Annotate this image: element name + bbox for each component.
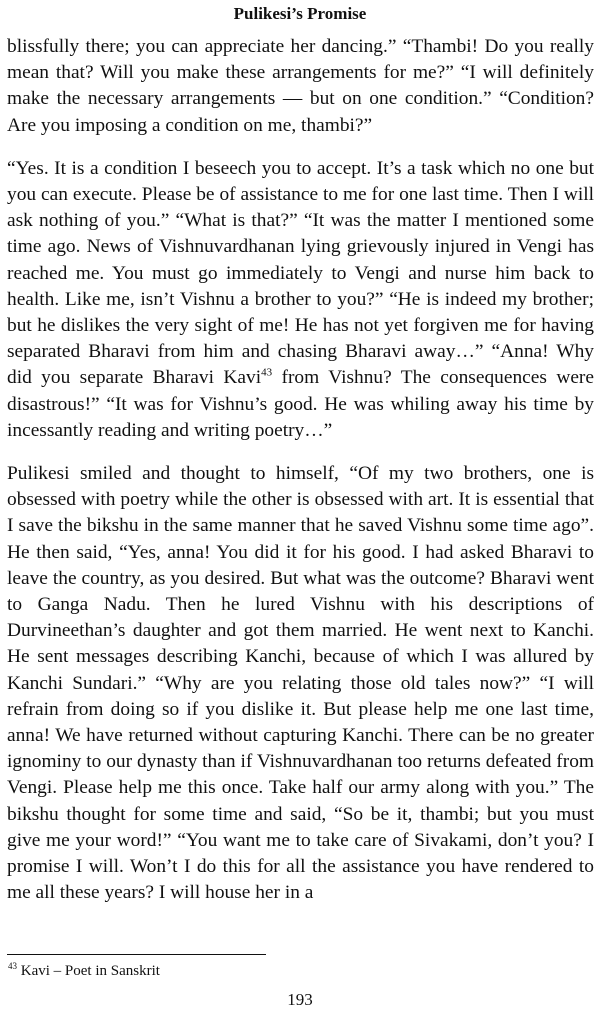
paragraph-2-text-after: from Vishnu? The consequences were disastrous!” “It was for Vishnu’s good. He was whiling away his time by incessantly reading and writing poetry…” xyxy=(7,367,594,441)
paragraph-2-text-before: “Yes. It is a condition I beseech you to accept. It’s a task which no one but you can execute. Please be of assistance to me for one last time. Then I will ask nothing of you.” “What is that?” “It was the matter I mentioned some time ago. News of Vishnuvardhanan lying grievously injured in Vengi has reached me. You must go immediately to Vengi and nurse him back to health. Like me, isn’t Vishnu a brother to you?” “He is indeed my brother; but he dislikes the very sight of me! He has not yet forgiven me for having separated Bharavi from him and chasing Bharavi away…” “Anna! Why did you separate Bharavi Kavi xyxy=(7,157,594,389)
paragraph-3: Pulikesi smiled and thought to himself, “Of my two brothers, one is obsessed with poetry while the other is obsessed with art. It is essential that I save the bikshu in the same manner that he saved Vishnu some time ago”. He then said, “Yes, anna! You did it for his good. I had asked Bharavi to leave the country, as you desired. But what was the outcome? Bharavi went to Ganga Nadu. Then he lured Vishnu with his descriptions of Durvineethan’s daughter and got them married. He went next to Kanchi. He sent messages describing Kanchi, because of which I was allured by Kanchi Sundari.” “Why are you relating those old tales now?” “I will refrain from doing so if you dislike it. But please help me one last time, anna! We have returned without capturing Kanchi. There can be no greater ignominy to our dynasty than if Vishnuvardhanan too returns defeated from Vengi. Please help me this once. Take half our army along with you.” The bikshu thought for some time and said, “So be it, thambi; but you must give me your word!” “You want me to take care of Sivakami, don’t you? I promise I will. Won’t I do this for all the assistance you have rendered to me all these years? I will house her in a xyxy=(7,463,594,904)
page-number: 193 xyxy=(287,990,313,1009)
footnote-divider xyxy=(7,954,266,955)
body-text xyxy=(7,34,594,924)
footnote-reference: 43 xyxy=(261,366,273,379)
footnote-text: Kavi – Poet in Sanskrit xyxy=(17,963,160,979)
paragraph-1: blissfully there; you can appreciate her dancing.” “Thambi! Do you really mean that? Will you make these arrangements for me?” “I will definitely make the necessary arrangements — but on one condition.” “Condition? Are you imposing a condition on me, thambi?” xyxy=(7,36,594,136)
running-title: Pulikesi’s Promise xyxy=(233,4,367,23)
footnote xyxy=(8,962,160,980)
footnote-number: 43 xyxy=(8,961,17,971)
paragraph-2 xyxy=(7,156,594,444)
